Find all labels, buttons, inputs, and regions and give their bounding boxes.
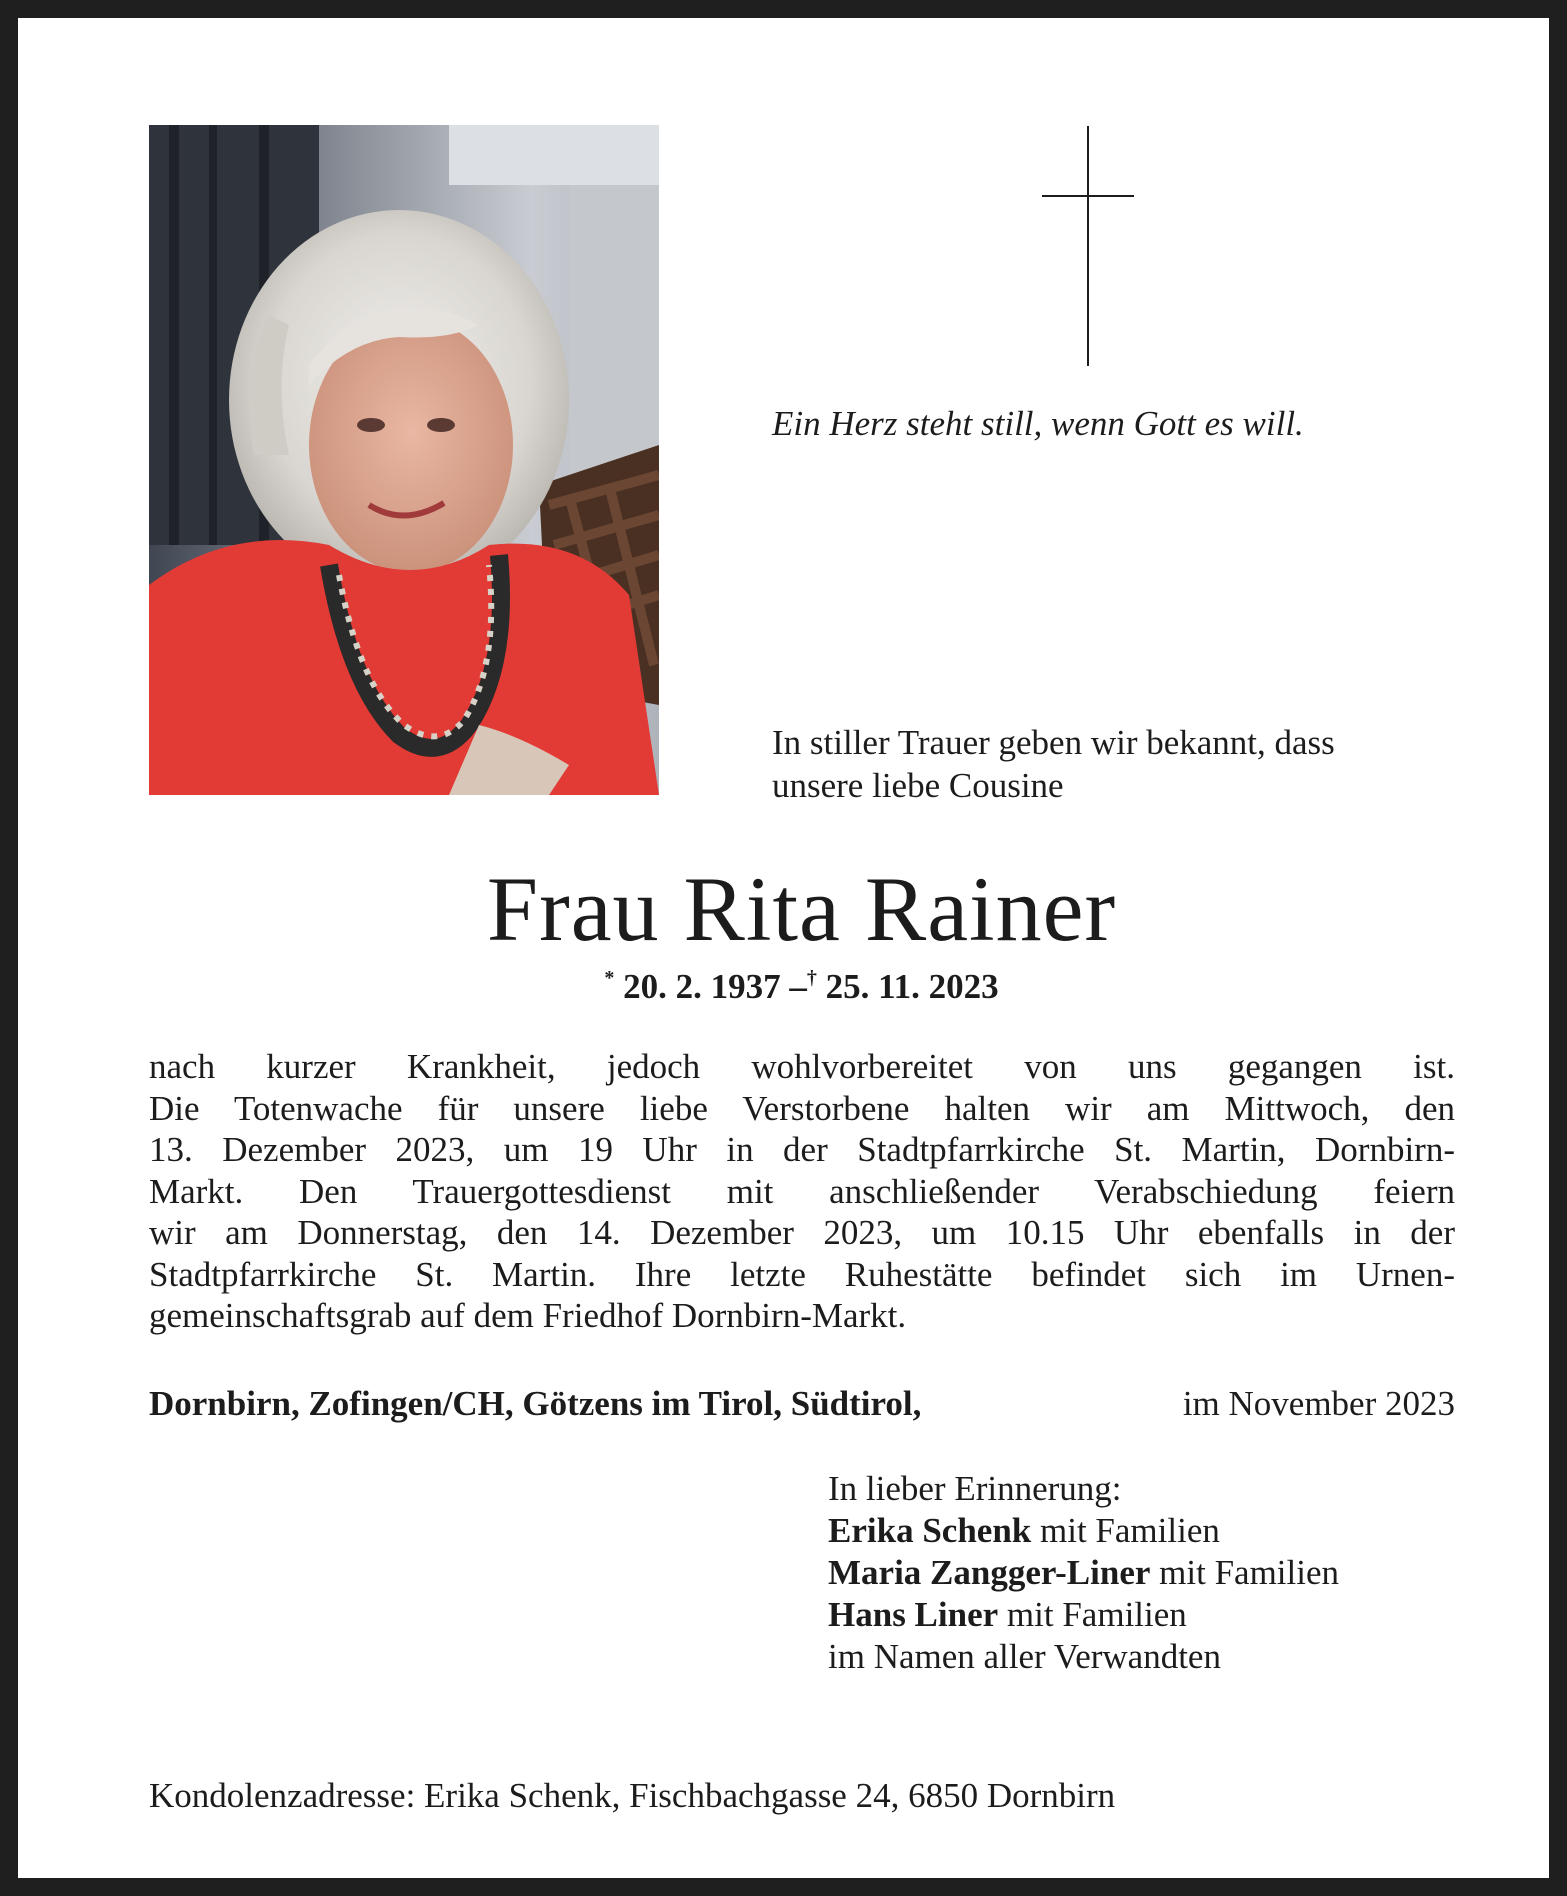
birth-symbol: *: [604, 967, 615, 989]
life-dates: [18, 964, 1567, 1010]
signatory: [828, 1552, 1339, 1594]
signatories-closing: im Namen aller Verwandten: [828, 1637, 1221, 1676]
announcement-body: [149, 1046, 1455, 1337]
signatory-suffix: mit Familien: [1040, 1511, 1220, 1550]
signatory: [828, 1510, 1339, 1552]
body-line: 13. Dezember 2023, um 19 Uhr in der Stadtpfarrkirche St. Martin, Dornbirn-: [149, 1130, 1455, 1169]
cross-icon: [1042, 126, 1134, 366]
signatory-name: Maria Zangger-Liner: [828, 1553, 1151, 1592]
body-line: nach kurzer Krankheit, jedoch wohlvorbereitet von uns gegangen ist.: [149, 1047, 1455, 1086]
signatory-suffix: mit Familien: [1159, 1553, 1339, 1592]
body-line: Markt. Den Trauergottesdienst mit anschließender Verabschiedung feiern: [149, 1171, 1455, 1211]
deceased-name: Frau Rita Rainer: [486, 858, 1117, 960]
signatory-name: Hans Liner: [828, 1595, 999, 1634]
body-line: Die Totenwache für unsere liebe Verstorbene halten wir am Mittwoch, den: [149, 1088, 1455, 1128]
date-separator: –: [789, 967, 807, 1006]
announcement-date: im November 2023: [1182, 1384, 1455, 1423]
portrait-photo: [149, 125, 659, 795]
place-date-line: [149, 1381, 1455, 1427]
birth-date: 20. 2. 1937: [623, 967, 781, 1006]
condolence-address: Kondolenzadresse: Erika Schenk, Fischbachgasse 24, 6850 Dornbirn: [149, 1776, 1116, 1815]
signatory-suffix: mit Familien: [1006, 1595, 1187, 1634]
body-line: Stadtpfarrkirche St. Martin. Ihre letzte Ruhestätte befindet sich im Urnen-: [149, 1254, 1455, 1294]
intro-line: unsere liebe Cousine: [772, 766, 1064, 805]
places: Dornbirn, Zofingen/CH, Götzens im Tirol, Südtirol,: [149, 1384, 922, 1423]
intro-text: [772, 721, 1335, 807]
motto: Ein Herz steht still, wenn Gott es will.: [772, 404, 1304, 443]
signatory-name: Erika Schenk: [828, 1511, 1032, 1550]
signatories: [828, 1468, 1339, 1678]
intro-line: In stiller Trauer geben wir bekannt, dass: [772, 723, 1335, 762]
body-line: wir am Donnerstag, den 14. Dezember 2023, um 10.15 Uhr ebenfalls in der: [149, 1213, 1455, 1252]
death-date: 25. 11. 2023: [825, 967, 999, 1006]
signatory: [828, 1594, 1339, 1636]
body-line: gemeinschaftsgrab auf dem Friedhof Dornbirn-Markt.: [149, 1296, 907, 1335]
death-symbol: †: [806, 967, 817, 989]
signatories-heading: In lieber Erinnerung:: [828, 1469, 1122, 1508]
